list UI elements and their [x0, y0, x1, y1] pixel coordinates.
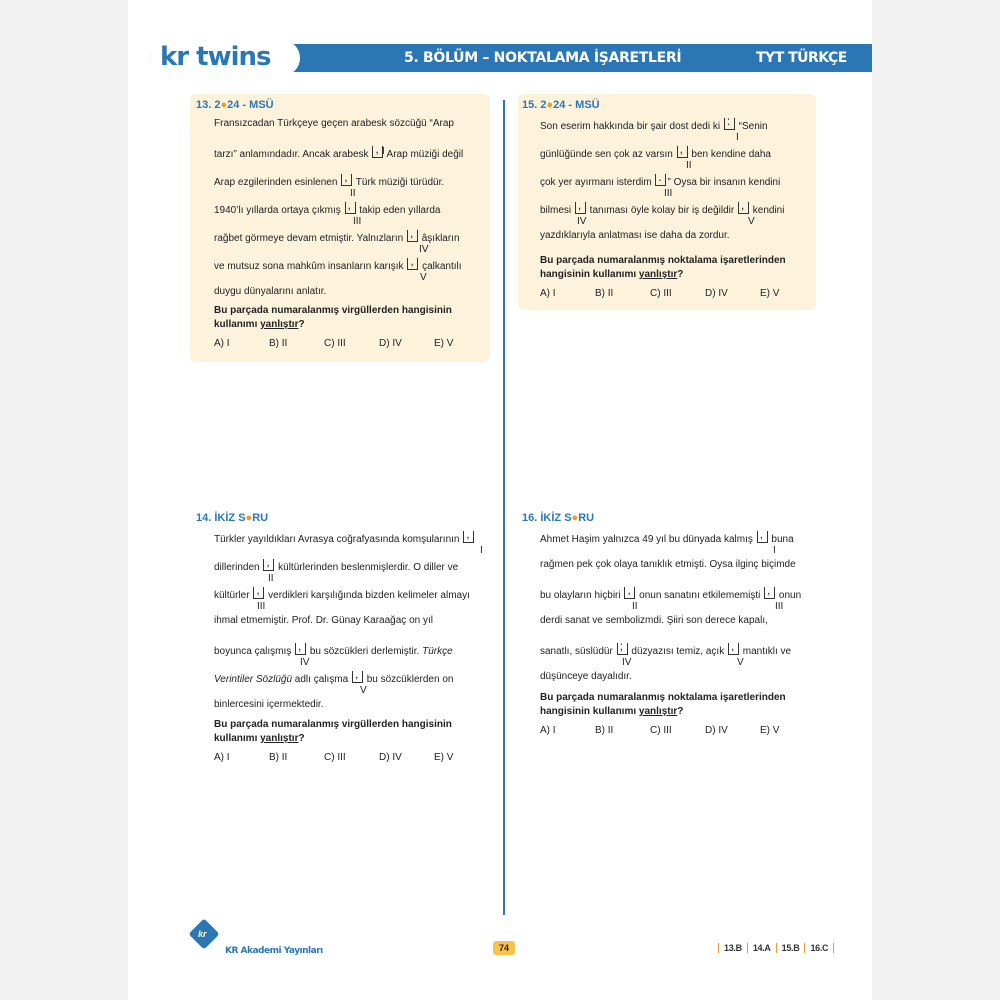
question-text-line: [540, 142, 771, 160]
question-text-line: [540, 198, 785, 216]
numbered-mark-bracket: ,: [624, 587, 635, 599]
answer-option[interactable]: B) II: [269, 752, 288, 763]
question-15-tag-prefix: 2: [540, 99, 547, 111]
roman-numeral-label: II: [632, 601, 638, 612]
question-text-segment: buna: [768, 534, 794, 545]
column-divider: [503, 100, 505, 915]
numbered-mark-bracket: ,: [263, 559, 274, 571]
roman-numeral-label: II: [686, 160, 692, 171]
publisher-name: KR Akademi Yayınları: [225, 946, 323, 956]
numbered-mark-bracket: ,: [463, 531, 474, 543]
question-text-line: [214, 254, 462, 272]
question-text-segment: bilmesi: [540, 205, 574, 216]
section-title: 5. BÖLÜM – NOKTALAMA İŞARETLERİ: [404, 50, 682, 66]
question-text-segment: “Senin: [735, 121, 768, 132]
question-16-header: [522, 512, 594, 524]
question-text-segment: düzyazısı temiz, açık: [628, 646, 727, 657]
question-text-segment: Arap müziği değil: [384, 149, 464, 160]
answer-options: [214, 752, 489, 763]
question-text-segment: ve mutsuz sona mahkûm insanların karışık: [214, 261, 407, 272]
question-prompt-keyword: yanlıştır: [638, 269, 678, 280]
question-text-line: [540, 639, 792, 657]
question-text-line: [214, 142, 464, 160]
question-15-header: [522, 99, 600, 111]
answer-option[interactable]: D) IV: [379, 752, 402, 763]
answer-option[interactable]: A) I: [540, 725, 556, 736]
question-prompt-line: Bu parçada numaralanmış virgüllerden hangisinin: [214, 305, 452, 316]
question-prompt-keyword: yanlıştır: [260, 733, 299, 744]
question-prompt-end: ?: [677, 269, 684, 280]
roman-numeral-label: IV: [622, 657, 632, 668]
question-text-line: [540, 615, 768, 626]
roman-numeral-label: V: [420, 272, 427, 283]
question-text-segment: bu sözcüklerden on: [363, 674, 454, 685]
answer-option[interactable]: A) I: [214, 752, 230, 763]
question-prompt-line: [540, 705, 786, 719]
question-prompt-text: kullanımı: [214, 319, 261, 330]
question-prompt-keyword: yanlıştır: [638, 706, 678, 717]
answer-option[interactable]: D) IV: [379, 338, 402, 349]
brand-logo-text: kr twins: [160, 42, 271, 72]
question-text-segment: boyunca çalışmış: [214, 646, 295, 657]
answer-key-item: 13.B: [718, 943, 747, 953]
roman-numeral-label: V: [360, 685, 367, 696]
question-prompt-text: hangisinin kullanımı: [540, 269, 639, 280]
answer-option[interactable]: C) III: [324, 752, 346, 763]
publisher-logo-text: kr: [198, 929, 207, 939]
question-prompt-line: Bu parçada numaralanmış virgüllerden hangisinin: [214, 719, 452, 730]
question-text-line: [214, 555, 459, 573]
question-text-line: [540, 114, 768, 132]
ikiz-o-icon: ●: [571, 512, 579, 524]
question-text-line: [540, 559, 796, 570]
question-13-tag-prefix: 2: [214, 99, 221, 111]
question-text-segment: yazdıklarıyla anlatması ise daha da zordur.: [540, 230, 730, 241]
roman-numeral-label: IV: [419, 244, 429, 255]
page-number: 74: [493, 941, 515, 955]
question-text-line: [214, 198, 441, 216]
year-zero-icon: ●: [546, 99, 554, 111]
question-text-segment: rağbet görmeye devam etmiştir. Yalnızların: [214, 233, 406, 244]
question-16-tag: RU: [578, 512, 595, 524]
roman-numeral-label: IV: [300, 657, 310, 668]
answer-option[interactable]: B) II: [269, 338, 288, 349]
roman-numeral-label: III: [664, 188, 673, 199]
question-text-segment: Arap ezgilerinden esinlenen: [214, 177, 341, 188]
question-prompt: [540, 691, 786, 719]
question-text-segment: dillerinden: [214, 562, 263, 573]
question-text-segment: ” Oysa bir insanın kendini: [667, 177, 781, 188]
question-text-segment: günlüğünde sen çok az varsın: [540, 149, 676, 160]
question-text-line: [540, 170, 781, 188]
question-text-line: [214, 583, 470, 601]
answer-option[interactable]: E) V: [760, 725, 780, 736]
question-prompt-keyword: yanlıştır: [260, 319, 299, 330]
answer-option[interactable]: B) II: [595, 288, 614, 299]
numbered-mark-bracket: ,: [352, 671, 363, 683]
question-text-segment: düşünceye dayalıdır.: [540, 671, 632, 682]
question-text-segment: adlı çalışma: [292, 674, 351, 685]
question-prompt-end: ?: [298, 733, 305, 744]
question-13-number: 13.: [196, 99, 212, 111]
numbered-mark-bracket: ,: [728, 643, 739, 655]
question-text-line: [214, 226, 460, 244]
question-text-segment: kültürlerinden beslenmişlerdir. O diller ve: [275, 562, 459, 573]
question-text-segment: Ahmet Haşim yalnızca 49 yıl bu dünyada kalmış: [540, 534, 756, 545]
roman-numeral-label: V: [737, 657, 744, 668]
numbered-mark-bracket: ,: [295, 643, 306, 655]
question-prompt: [214, 718, 452, 746]
question-text-line: [214, 699, 324, 710]
roman-numeral-label: I: [480, 545, 483, 556]
question-13-tag: 24 - MSÜ: [227, 99, 274, 111]
question-text-segment: derdi sanat ve sembolizmdi. Şiiri son derece kapalı,: [540, 615, 768, 626]
answer-option[interactable]: E) V: [760, 288, 780, 299]
numbered-mark-bracket: ;: [617, 643, 628, 655]
numbered-mark-bracket: ,: [738, 202, 749, 214]
question-15-tag: 24 - MSÜ: [553, 99, 600, 111]
question-text-italic: Türkçe: [422, 646, 453, 657]
question-prompt-line: Bu parçada numaralanmış noktalama işaretlerinden: [540, 692, 786, 703]
question-14-tag-prefix: İKİZ S: [214, 512, 246, 524]
question-16-tag-prefix: İKİZ S: [540, 512, 572, 524]
question-text-segment: kendini: [749, 205, 785, 216]
question-16-number: 16.: [522, 512, 538, 524]
question-text-segment: Verintiler Sözlüğü: [214, 674, 293, 685]
question-prompt: [540, 254, 786, 282]
year-zero-icon: ●: [220, 99, 228, 111]
question-text-line: [540, 527, 794, 545]
roman-numeral-label: I: [382, 146, 385, 157]
answer-key: [718, 943, 834, 953]
answer-option[interactable]: A) I: [540, 288, 556, 299]
question-text-line: [214, 615, 433, 626]
question-text-segment: takip eden yıllarda: [356, 205, 441, 216]
answer-option[interactable]: D) IV: [705, 725, 728, 736]
question-text-line: [540, 671, 632, 682]
answer-option[interactable]: E) V: [434, 338, 454, 349]
answer-options: [540, 725, 815, 736]
roman-numeral-label: I: [773, 545, 776, 556]
numbered-mark-bracket: ,: [407, 258, 418, 270]
question-prompt-end: ?: [677, 706, 684, 717]
question-text-segment: tarzı” anlamındadır. Ancak arabesk: [214, 149, 372, 160]
question-text-segment: ben kendine daha: [688, 149, 771, 160]
answer-option[interactable]: C) III: [324, 338, 346, 349]
answer-key-item: 15.B: [776, 943, 805, 953]
numbered-mark-bracket: ,: [677, 146, 688, 158]
question-13-header: [196, 99, 274, 111]
roman-numeral-label: II: [350, 188, 356, 199]
question-text-segment: tanıması öyle kolay bir iş değildir: [586, 205, 737, 216]
question-text-segment: onun sanatını etkilememişti: [636, 590, 764, 601]
question-text-line: [540, 230, 730, 241]
question-text-segment: sanatlı, süslüdür: [540, 646, 616, 657]
question-text-segment: kültürler: [214, 590, 253, 601]
question-text-line: [214, 639, 453, 657]
course-title: TYT TÜRKÇE: [756, 50, 847, 66]
numbered-mark-bracket: ,: [345, 202, 356, 214]
answer-option[interactable]: E) V: [434, 752, 454, 763]
numbered-mark-bracket: ,: [372, 146, 383, 158]
question-prompt-line: Bu parçada numaralanmış noktalama işaretlerinden: [540, 255, 786, 266]
question-prompt-line: [214, 318, 452, 332]
numbered-mark-bracket: ,: [575, 202, 586, 214]
question-text-segment: verdikleri karşılığında bizden kelimeler almayı: [265, 590, 470, 601]
answer-options: [540, 288, 815, 299]
question-prompt-end: ?: [298, 319, 305, 330]
question-text-segment: çalkantılı: [419, 261, 462, 272]
numbered-mark-bracket: .: [655, 174, 666, 186]
answer-option[interactable]: C) III: [650, 725, 672, 736]
answer-key-item: 14.A: [747, 943, 776, 953]
question-prompt-line: [540, 268, 786, 282]
ikiz-o-icon: ●: [245, 512, 253, 524]
roman-numeral-label: III: [353, 216, 362, 227]
question-text-line: [214, 286, 326, 297]
answer-key-item: 16.C: [804, 943, 834, 953]
question-text-line: [214, 667, 454, 685]
numbered-mark-bracket: ,: [253, 587, 264, 599]
question-text-segment: binlercesini içermektedir.: [214, 699, 324, 710]
question-prompt-line: [214, 732, 452, 746]
question-text-segment: bu sözcükleri derlemiştir.: [307, 646, 423, 657]
roman-numeral-label: IV: [577, 216, 587, 227]
question-text-line: [214, 118, 454, 129]
question-prompt: [214, 304, 452, 332]
answer-options: [214, 338, 489, 349]
question-text-segment: Türk müziği türüdür.: [353, 177, 445, 188]
question-text-segment: bu olayların hiçbiri: [540, 590, 624, 601]
question-text-segment: çok yer ayırmanı isterdim: [540, 177, 655, 188]
numbered-mark-bracket: ,: [407, 230, 418, 242]
question-text-line: [214, 170, 445, 188]
question-14-tag: RU: [252, 512, 269, 524]
roman-numeral-label: III: [257, 601, 266, 612]
numbered-mark-bracket: ,: [757, 531, 768, 543]
question-text-segment: Fransızcadan Türkçeye geçen arabesk sözcüğü “Arap: [214, 118, 454, 129]
answer-option[interactable]: A) I: [214, 338, 230, 349]
roman-numeral-label: III: [775, 601, 784, 612]
roman-numeral-label: V: [748, 216, 755, 227]
roman-numeral-label: I: [736, 132, 739, 143]
question-15-number: 15.: [522, 99, 538, 111]
question-text-segment: 1940’lı yıllarda ortaya çıkmış: [214, 205, 344, 216]
question-text-segment: Son eserim hakkında bir şair dost dedi ki: [540, 121, 723, 132]
roman-numeral-label: II: [268, 573, 274, 584]
question-text-segment: rağmen pek çok olaya tanıklık etmişti. Oysa ilginç biçimde: [540, 559, 796, 570]
answer-option[interactable]: B) II: [595, 725, 614, 736]
answer-option[interactable]: C) III: [650, 288, 672, 299]
brand-logo: [160, 42, 271, 72]
question-text-segment: âşıkların: [418, 233, 460, 244]
question-text-segment: duygu dünyalarını anlatır.: [214, 286, 327, 297]
question-text-segment: onun: [776, 590, 802, 601]
question-text-segment: mantıklı ve: [739, 646, 792, 657]
question-14-number: 14.: [196, 512, 212, 524]
question-text-line: [540, 583, 802, 601]
question-prompt-text: hangisinin kullanımı: [540, 706, 639, 717]
answer-option[interactable]: D) IV: [705, 288, 728, 299]
question-text-line: [214, 527, 475, 545]
question-text-segment: Türkler yayıldıkları Avrasya coğrafyasında komşularının: [214, 534, 463, 545]
question-text-segment: ihmal etmemiştir. Prof. Dr. Günay Karaağaç on yıl: [214, 615, 433, 626]
numbered-mark-bracket: :: [724, 118, 735, 130]
numbered-mark-bracket: ,: [341, 174, 352, 186]
numbered-mark-bracket: ,: [764, 587, 775, 599]
question-14-header: [196, 512, 268, 524]
question-prompt-text: kullanımı: [214, 733, 261, 744]
